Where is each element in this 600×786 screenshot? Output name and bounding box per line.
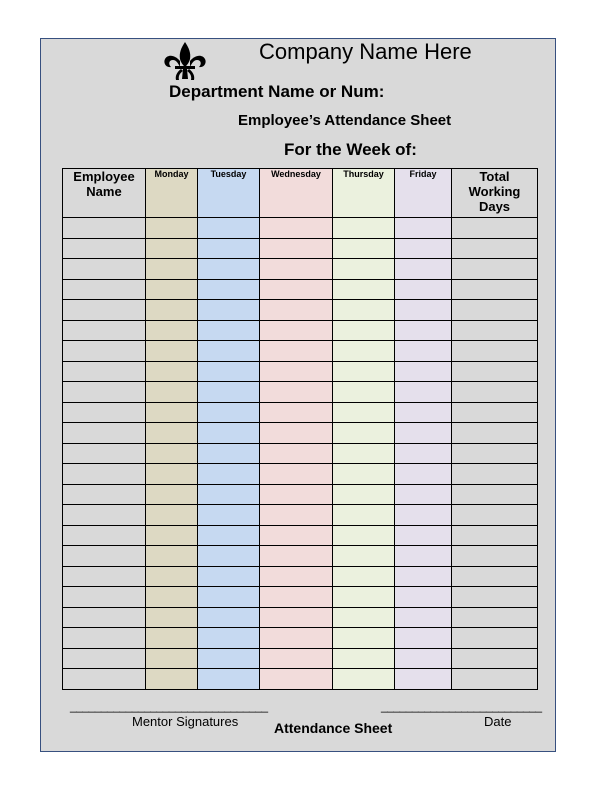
tuesday-cell[interactable] — [198, 464, 260, 485]
tuesday-cell[interactable] — [198, 525, 260, 546]
employee-cell[interactable] — [63, 464, 146, 485]
friday-cell[interactable] — [395, 525, 452, 546]
wednesday-cell[interactable] — [260, 669, 333, 690]
friday-cell[interactable] — [395, 505, 452, 526]
thursday-cell[interactable] — [333, 300, 395, 321]
employee-cell[interactable] — [63, 402, 146, 423]
table-row — [63, 587, 538, 608]
table-row — [63, 525, 538, 546]
wednesday-cell[interactable] — [260, 382, 333, 403]
table-row — [63, 238, 538, 259]
column-header-thursday: Thursday — [333, 169, 395, 218]
friday-cell[interactable] — [395, 402, 452, 423]
employee-cell[interactable] — [63, 341, 146, 362]
attendance-table — [62, 168, 538, 690]
monday-cell[interactable] — [146, 546, 198, 567]
tuesday-cell[interactable] — [198, 505, 260, 526]
thursday-cell[interactable] — [333, 259, 395, 280]
week-label: For the Week of: — [284, 140, 417, 159]
monday-cell[interactable] — [146, 423, 198, 444]
monday-cell[interactable] — [146, 361, 198, 382]
total-cell[interactable] — [452, 587, 538, 608]
table-row — [63, 484, 538, 505]
friday-cell[interactable] — [395, 320, 452, 341]
friday-cell[interactable] — [395, 279, 452, 300]
sheet-title: Employee’s Attendance Sheet — [238, 112, 452, 129]
thursday-cell[interactable] — [333, 587, 395, 608]
total-cell[interactable] — [452, 402, 538, 423]
tuesday-cell[interactable] — [198, 546, 260, 567]
thursday-cell[interactable] — [333, 525, 395, 546]
total-cell[interactable] — [452, 341, 538, 362]
monday-cell[interactable] — [146, 505, 198, 526]
wednesday-cell[interactable] — [260, 484, 333, 505]
total-cell[interactable] — [452, 525, 538, 546]
thursday-cell[interactable] — [333, 648, 395, 669]
friday-cell[interactable] — [395, 341, 452, 362]
employee-cell[interactable] — [63, 669, 146, 690]
total-cell[interactable] — [452, 259, 538, 280]
footer-title: Attendance Sheet — [274, 720, 393, 736]
wednesday-cell[interactable] — [260, 628, 333, 649]
tuesday-cell[interactable] — [198, 320, 260, 341]
friday-cell[interactable] — [395, 587, 452, 608]
thursday-cell[interactable] — [333, 669, 395, 690]
total-cell[interactable] — [452, 382, 538, 403]
employee-cell[interactable] — [63, 259, 146, 280]
friday-cell[interactable] — [395, 648, 452, 669]
monday-cell[interactable] — [146, 669, 198, 690]
thursday-cell[interactable] — [333, 505, 395, 526]
wednesday-cell[interactable] — [260, 341, 333, 362]
total-cell[interactable] — [452, 300, 538, 321]
tuesday-cell[interactable] — [198, 628, 260, 649]
employee-cell[interactable] — [63, 546, 146, 567]
friday-cell[interactable] — [395, 607, 452, 628]
monday-cell[interactable] — [146, 300, 198, 321]
employee-cell[interactable] — [63, 320, 146, 341]
employee-cell[interactable] — [63, 382, 146, 403]
table-row — [63, 300, 538, 321]
thursday-cell[interactable] — [333, 628, 395, 649]
monday-cell[interactable] — [146, 238, 198, 259]
monday-cell[interactable] — [146, 587, 198, 608]
table-row — [63, 341, 538, 362]
employee-cell[interactable] — [63, 361, 146, 382]
thursday-cell[interactable] — [333, 382, 395, 403]
friday-cell[interactable] — [395, 566, 452, 587]
monday-cell[interactable] — [146, 402, 198, 423]
total-cell[interactable] — [452, 566, 538, 587]
tuesday-cell[interactable] — [198, 566, 260, 587]
total-cell[interactable] — [452, 648, 538, 669]
thursday-cell[interactable] — [333, 464, 395, 485]
friday-cell[interactable] — [395, 238, 452, 259]
monday-cell[interactable] — [146, 382, 198, 403]
table-row — [63, 361, 538, 382]
column-header-employee: Employee Name — [63, 169, 146, 218]
table-row — [63, 423, 538, 444]
fleur-de-lis-icon — [162, 41, 208, 81]
thursday-cell[interactable] — [333, 443, 395, 464]
tuesday-cell[interactable] — [198, 279, 260, 300]
monday-cell[interactable] — [146, 648, 198, 669]
column-header-tuesday: Tuesday — [198, 169, 260, 218]
wednesday-cell[interactable] — [260, 505, 333, 526]
friday-cell[interactable] — [395, 361, 452, 382]
friday-cell[interactable] — [395, 259, 452, 280]
total-cell[interactable] — [452, 505, 538, 526]
total-cell[interactable] — [452, 238, 538, 259]
friday-cell[interactable] — [395, 218, 452, 239]
monday-cell[interactable] — [146, 566, 198, 587]
wednesday-cell[interactable] — [260, 648, 333, 669]
wednesday-cell[interactable] — [260, 361, 333, 382]
monday-cell[interactable] — [146, 525, 198, 546]
thursday-cell[interactable] — [333, 341, 395, 362]
wednesday-cell[interactable] — [260, 279, 333, 300]
tuesday-cell[interactable] — [198, 218, 260, 239]
wednesday-cell[interactable] — [260, 300, 333, 321]
wednesday-cell[interactable] — [260, 464, 333, 485]
employee-cell[interactable] — [63, 648, 146, 669]
wednesday-cell[interactable] — [260, 607, 333, 628]
thursday-cell[interactable] — [333, 546, 395, 567]
table-row — [63, 382, 538, 403]
monday-cell[interactable] — [146, 443, 198, 464]
employee-cell[interactable] — [63, 218, 146, 239]
thursday-cell[interactable] — [333, 423, 395, 444]
total-cell[interactable] — [452, 443, 538, 464]
thursday-cell[interactable] — [333, 607, 395, 628]
tuesday-cell[interactable] — [198, 341, 260, 362]
signature-line: ________________________________ — [70, 699, 268, 713]
table-row — [63, 607, 538, 628]
friday-cell[interactable] — [395, 382, 452, 403]
date-label: Date — [484, 714, 512, 729]
table-row — [63, 218, 538, 239]
table-row — [63, 279, 538, 300]
tuesday-cell[interactable] — [198, 300, 260, 321]
employee-cell[interactable] — [63, 587, 146, 608]
employee-cell[interactable] — [63, 607, 146, 628]
table-row — [63, 464, 538, 485]
friday-cell[interactable] — [395, 628, 452, 649]
department-label: Department Name or Num: — [169, 82, 385, 101]
employee-cell[interactable] — [63, 443, 146, 464]
employee-cell[interactable] — [63, 484, 146, 505]
tuesday-cell[interactable] — [198, 259, 260, 280]
table-row — [63, 443, 538, 464]
wednesday-cell[interactable] — [260, 443, 333, 464]
column-header-total: Total Working Days — [452, 169, 538, 218]
friday-cell[interactable] — [395, 300, 452, 321]
table-row — [63, 628, 538, 649]
tuesday-cell[interactable] — [198, 443, 260, 464]
table-row — [63, 402, 538, 423]
table-row — [63, 259, 538, 280]
total-cell[interactable] — [452, 320, 538, 341]
total-cell[interactable] — [452, 361, 538, 382]
friday-cell[interactable] — [395, 423, 452, 444]
attendance-sheet — [40, 38, 556, 752]
column-header-friday: Friday — [395, 169, 452, 218]
employee-cell[interactable] — [63, 238, 146, 259]
table-row — [63, 566, 538, 587]
employee-cell[interactable] — [63, 279, 146, 300]
monday-cell[interactable] — [146, 320, 198, 341]
wednesday-cell[interactable] — [260, 259, 333, 280]
monday-cell[interactable] — [146, 341, 198, 362]
total-cell[interactable] — [452, 628, 538, 649]
employee-cell[interactable] — [63, 300, 146, 321]
friday-cell[interactable] — [395, 546, 452, 567]
wednesday-cell[interactable] — [260, 566, 333, 587]
total-cell[interactable] — [452, 279, 538, 300]
column-header-wednesday: Wednesday — [260, 169, 333, 218]
tuesday-cell[interactable] — [198, 648, 260, 669]
total-cell[interactable] — [452, 669, 538, 690]
monday-cell[interactable] — [146, 259, 198, 280]
wednesday-cell[interactable] — [260, 587, 333, 608]
mentor-signatures-label: Mentor Signatures — [132, 714, 239, 729]
column-header-monday: Monday — [146, 169, 198, 218]
monday-cell[interactable] — [146, 218, 198, 239]
total-cell[interactable] — [452, 464, 538, 485]
table-row — [63, 546, 538, 567]
tuesday-cell[interactable] — [198, 607, 260, 628]
tuesday-cell[interactable] — [198, 238, 260, 259]
wednesday-cell[interactable] — [260, 238, 333, 259]
total-cell[interactable] — [452, 546, 538, 567]
thursday-cell[interactable] — [333, 238, 395, 259]
tuesday-cell[interactable] — [198, 484, 260, 505]
total-cell[interactable] — [452, 218, 538, 239]
wednesday-cell[interactable] — [260, 525, 333, 546]
total-cell[interactable] — [452, 607, 538, 628]
monday-cell[interactable] — [146, 279, 198, 300]
employee-cell[interactable] — [63, 628, 146, 649]
monday-cell[interactable] — [146, 628, 198, 649]
employee-cell[interactable] — [63, 525, 146, 546]
monday-cell[interactable] — [146, 607, 198, 628]
thursday-cell[interactable] — [333, 361, 395, 382]
friday-cell[interactable] — [395, 669, 452, 690]
thursday-cell[interactable] — [333, 566, 395, 587]
employee-cell[interactable] — [63, 566, 146, 587]
friday-cell[interactable] — [395, 464, 452, 485]
monday-cell[interactable] — [146, 484, 198, 505]
wednesday-cell[interactable] — [260, 320, 333, 341]
tuesday-cell[interactable] — [198, 587, 260, 608]
date-line: __________________________ — [381, 699, 542, 713]
wednesday-cell[interactable] — [260, 546, 333, 567]
tuesday-cell[interactable] — [198, 382, 260, 403]
friday-cell[interactable] — [395, 484, 452, 505]
thursday-cell[interactable] — [333, 320, 395, 341]
wednesday-cell[interactable] — [260, 402, 333, 423]
header-row — [63, 169, 538, 218]
thursday-cell[interactable] — [333, 218, 395, 239]
table-row — [63, 669, 538, 690]
tuesday-cell[interactable] — [198, 423, 260, 444]
company-name: Company Name Here — [259, 39, 472, 64]
friday-cell[interactable] — [395, 443, 452, 464]
employee-cell[interactable] — [63, 423, 146, 444]
thursday-cell[interactable] — [333, 279, 395, 300]
total-cell[interactable] — [452, 484, 538, 505]
employee-cell[interactable] — [63, 505, 146, 526]
tuesday-cell[interactable] — [198, 361, 260, 382]
total-cell[interactable] — [452, 423, 538, 444]
monday-cell[interactable] — [146, 464, 198, 485]
wednesday-cell[interactable] — [260, 423, 333, 444]
tuesday-cell[interactable] — [198, 402, 260, 423]
table-row — [63, 320, 538, 341]
thursday-cell[interactable] — [333, 484, 395, 505]
tuesday-cell[interactable] — [198, 669, 260, 690]
wednesday-cell[interactable] — [260, 218, 333, 239]
table-row — [63, 648, 538, 669]
thursday-cell[interactable] — [333, 402, 395, 423]
table-row — [63, 505, 538, 526]
